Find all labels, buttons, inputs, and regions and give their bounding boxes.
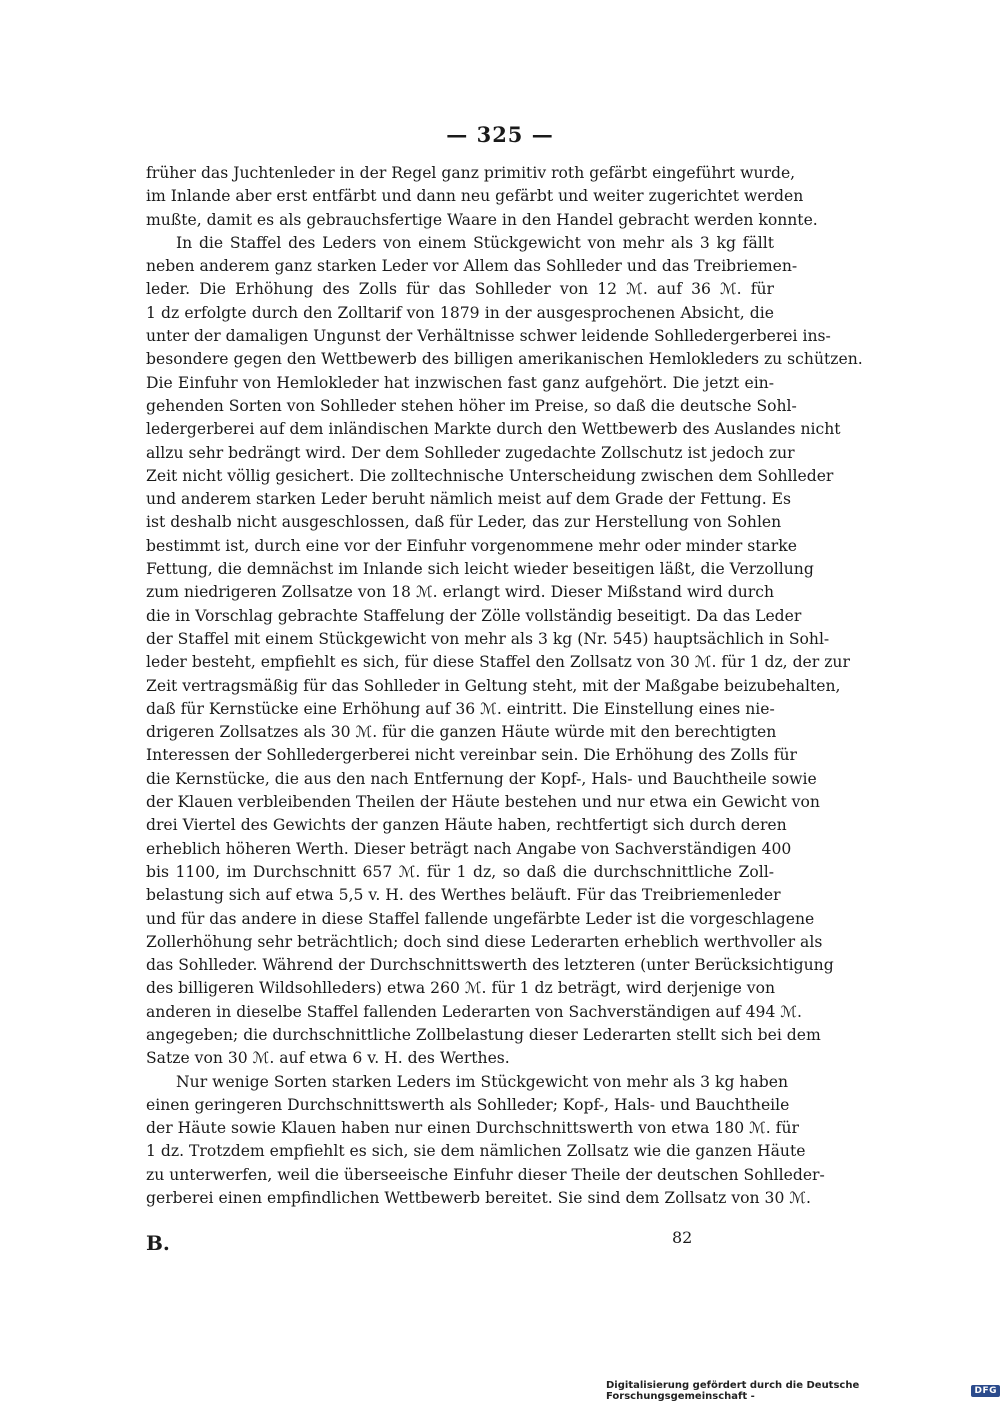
text-line: gehenden Sorten von Sohlleder stehen höher im Preise, so daß die deutsche Sohl- bbox=[146, 396, 797, 415]
text-line: bestimmt ist, durch eine vor der Einfuhr vorgenommene mehr oder minder starke bbox=[146, 536, 797, 555]
text-line: Die Einfuhr von Hemlokleder hat inzwischen fast ganz aufgehört. Die jetzt ein- bbox=[146, 373, 774, 392]
text-line: früher das Juchtenleder in der Regel ganz primitiv roth gefärbt eingeführt wurde, bbox=[146, 164, 796, 182]
text-line: Zeit nicht völlig gesichert. Die zolltechnische Unterscheidung zwischen dem Sohlleder bbox=[146, 466, 834, 485]
dfg-credit-text: Digitalisierung gefördert durch die Deutsche Forschungsgemeinschaft - bbox=[606, 1380, 860, 1402]
text-line: anderen in dieselbe Staffel fallenden Lederarten von Sachverständigen auf 494 ℳ. bbox=[146, 1002, 802, 1021]
text-line: gerberei einen empfindlichen Wettbewerb bereitet. Sie sind dem Zollsatz von 30 ℳ. bbox=[146, 1189, 811, 1208]
sheet-number: 82 bbox=[672, 1228, 693, 1247]
text-line: belastung sich auf etwa 5,5 v. H. des Werthes beläuft. Für das Treibriemenleder bbox=[146, 886, 781, 905]
dfg-logo-icon: DFG bbox=[971, 1385, 1000, 1397]
text-line: bis 1100, im Durchschnitt 657 ℳ. für 1 dz, so daß die durchschnittliche Zoll- bbox=[146, 862, 774, 881]
text-line: die in Vorschlag gebrachte Staffelung der Zölle vollständig beseitigt. Da das Leder bbox=[146, 606, 802, 625]
text-line: Satze von 30 ℳ. auf etwa 6 v. H. des Werthes. bbox=[146, 1049, 510, 1068]
text-line: Fettung, die demnächst im Inlande sich leicht wieder beseitigen läßt, die Verzollung bbox=[146, 560, 814, 579]
text-line: der Häute sowie Klauen haben nur einen Durchschnittswerth von etwa 180 ℳ. für bbox=[146, 1119, 799, 1138]
text-line: der Klauen verbleibenden Theilen der Häute bestehen und nur etwa ein Gewicht von bbox=[146, 793, 820, 812]
text-line: der Staffel mit einem Stückgewicht von mehr als 3 kg (Nr. 545) hauptsächlich in Sohl- bbox=[146, 629, 830, 648]
text-line: und anderem starken Leder beruht nämlich meist auf dem Grade der Fettung. Es bbox=[146, 490, 792, 509]
text-line: 1 dz erfolgte durch den Zolltarif von 1879 in der ausgesprochenen Absicht, die bbox=[146, 303, 774, 322]
text-line: zu unterwerfen, weil die überseeische Einfuhr dieser Theile der deutschen Sohlleder- bbox=[146, 1165, 825, 1184]
text-line: zum niedrigeren Zollsatze von 18 ℳ. erlangt wird. Dieser Mißstand wird durch bbox=[146, 583, 774, 602]
text-line: allzu sehr bedrängt wird. Der dem Sohlleder zugedachte Zollschutz ist jedoch zur bbox=[146, 443, 795, 462]
text-line: neben anderem ganz starken Leder vor Allem das Sohlleder und das Treibriemen- bbox=[146, 257, 798, 276]
text-line: im Inlande aber erst entfärbt und dann neu gefärbt und weiter zugerichtet werden bbox=[146, 187, 804, 206]
text-line: drei Viertel des Gewichts der ganzen Häute haben, rechtfertigt sich durch deren bbox=[146, 816, 787, 835]
signature-mark: B. bbox=[146, 1231, 170, 1255]
text-line: Zollerhöhung sehr beträchtlich; doch sind diese Lederarten erheblich werthvoller als bbox=[146, 932, 823, 951]
text-line: und für das andere in diese Staffel fallende ungefärbte Leder ist die vorgeschlagene bbox=[146, 909, 815, 928]
text-line: das Sohlleder. Während der Durchschnittswerth des letzteren (unter Berücksichtigung bbox=[146, 956, 834, 975]
text-line: leder. Die Erhöhung des Zolls für das Sohlleder von 12 ℳ. auf 36 ℳ. für bbox=[146, 280, 774, 299]
text-line: einen geringeren Durchschnittswerth als Sohlleder; Kopf-, Hals- und Bauchtheile bbox=[146, 1095, 790, 1114]
text-line: mußte, damit es als gebrauchsfertige Waare in den Handel gebracht werden konnte. bbox=[146, 210, 818, 229]
text-line: ledergerberei auf dem inländischen Markte durch den Wettbewerb des Auslandes nicht bbox=[146, 420, 841, 439]
text-line: erheblich höheren Werth. Dieser beträgt nach Angabe von Sachverständigen 400 bbox=[146, 839, 792, 858]
text-line: leder besteht, empfiehlt es sich, für diese Staffel den Zollsatz von 30 ℳ. für 1 dz, der zur bbox=[146, 653, 850, 672]
text-line: ist deshalb nicht ausgeschlossen, daß für Leder, das zur Herstellung von Sohlen bbox=[146, 513, 782, 532]
text-line: des billigeren Wildsohlleders) etwa 260 ℳ. für 1 dz beträgt, wird derjenige von bbox=[146, 979, 775, 998]
text-line: Zeit vertragsmäßig für das Sohlleder in Geltung steht, mit der Maßgabe beizubehalten, bbox=[146, 676, 841, 695]
text-line: besondere gegen den Wettbewerb des billigen amerikanischen Hemlokleders zu schützen. bbox=[146, 350, 863, 369]
text-line: Interessen der Sohlledergerberei nicht vereinbar sein. Die Erhöhung des Zolls für bbox=[146, 746, 797, 765]
text-line: die Kernstücke, die aus den nach Entfernung der Kopf-, Hals- und Bauchtheile sowie bbox=[146, 769, 817, 788]
text-line: daß für Kernstücke eine Erhöhung auf 36 ℳ. eintritt. Die Einstellung eines nie- bbox=[146, 699, 775, 718]
text-line: In die Staffel des Leders von einem Stückgewicht von mehr als 3 kg fällt bbox=[176, 233, 774, 252]
text-line: 1 dz. Trotzdem empfiehlt es sich, sie dem nämlichen Zollsatz wie die ganzen Häute bbox=[146, 1142, 806, 1161]
text-line: unter der damaligen Ungunst der Verhältnisse schwer leidende Sohlledergerberei ins- bbox=[146, 327, 831, 346]
body-text bbox=[146, 162, 863, 1210]
page-number: — 325 — bbox=[446, 122, 554, 147]
text-line: drigeren Zollsatzes als 30 ℳ. für die ganzen Häute würde mit den berechtigten bbox=[146, 723, 777, 742]
text-line: Nur wenige Sorten starken Leders im Stückgewicht von mehr als 3 kg haben bbox=[176, 1072, 789, 1091]
dfg-credit bbox=[606, 1380, 1000, 1402]
text-line: angegeben; die durchschnittliche Zollbelastung dieser Lederarten stellt sich bei dem bbox=[146, 1025, 821, 1044]
